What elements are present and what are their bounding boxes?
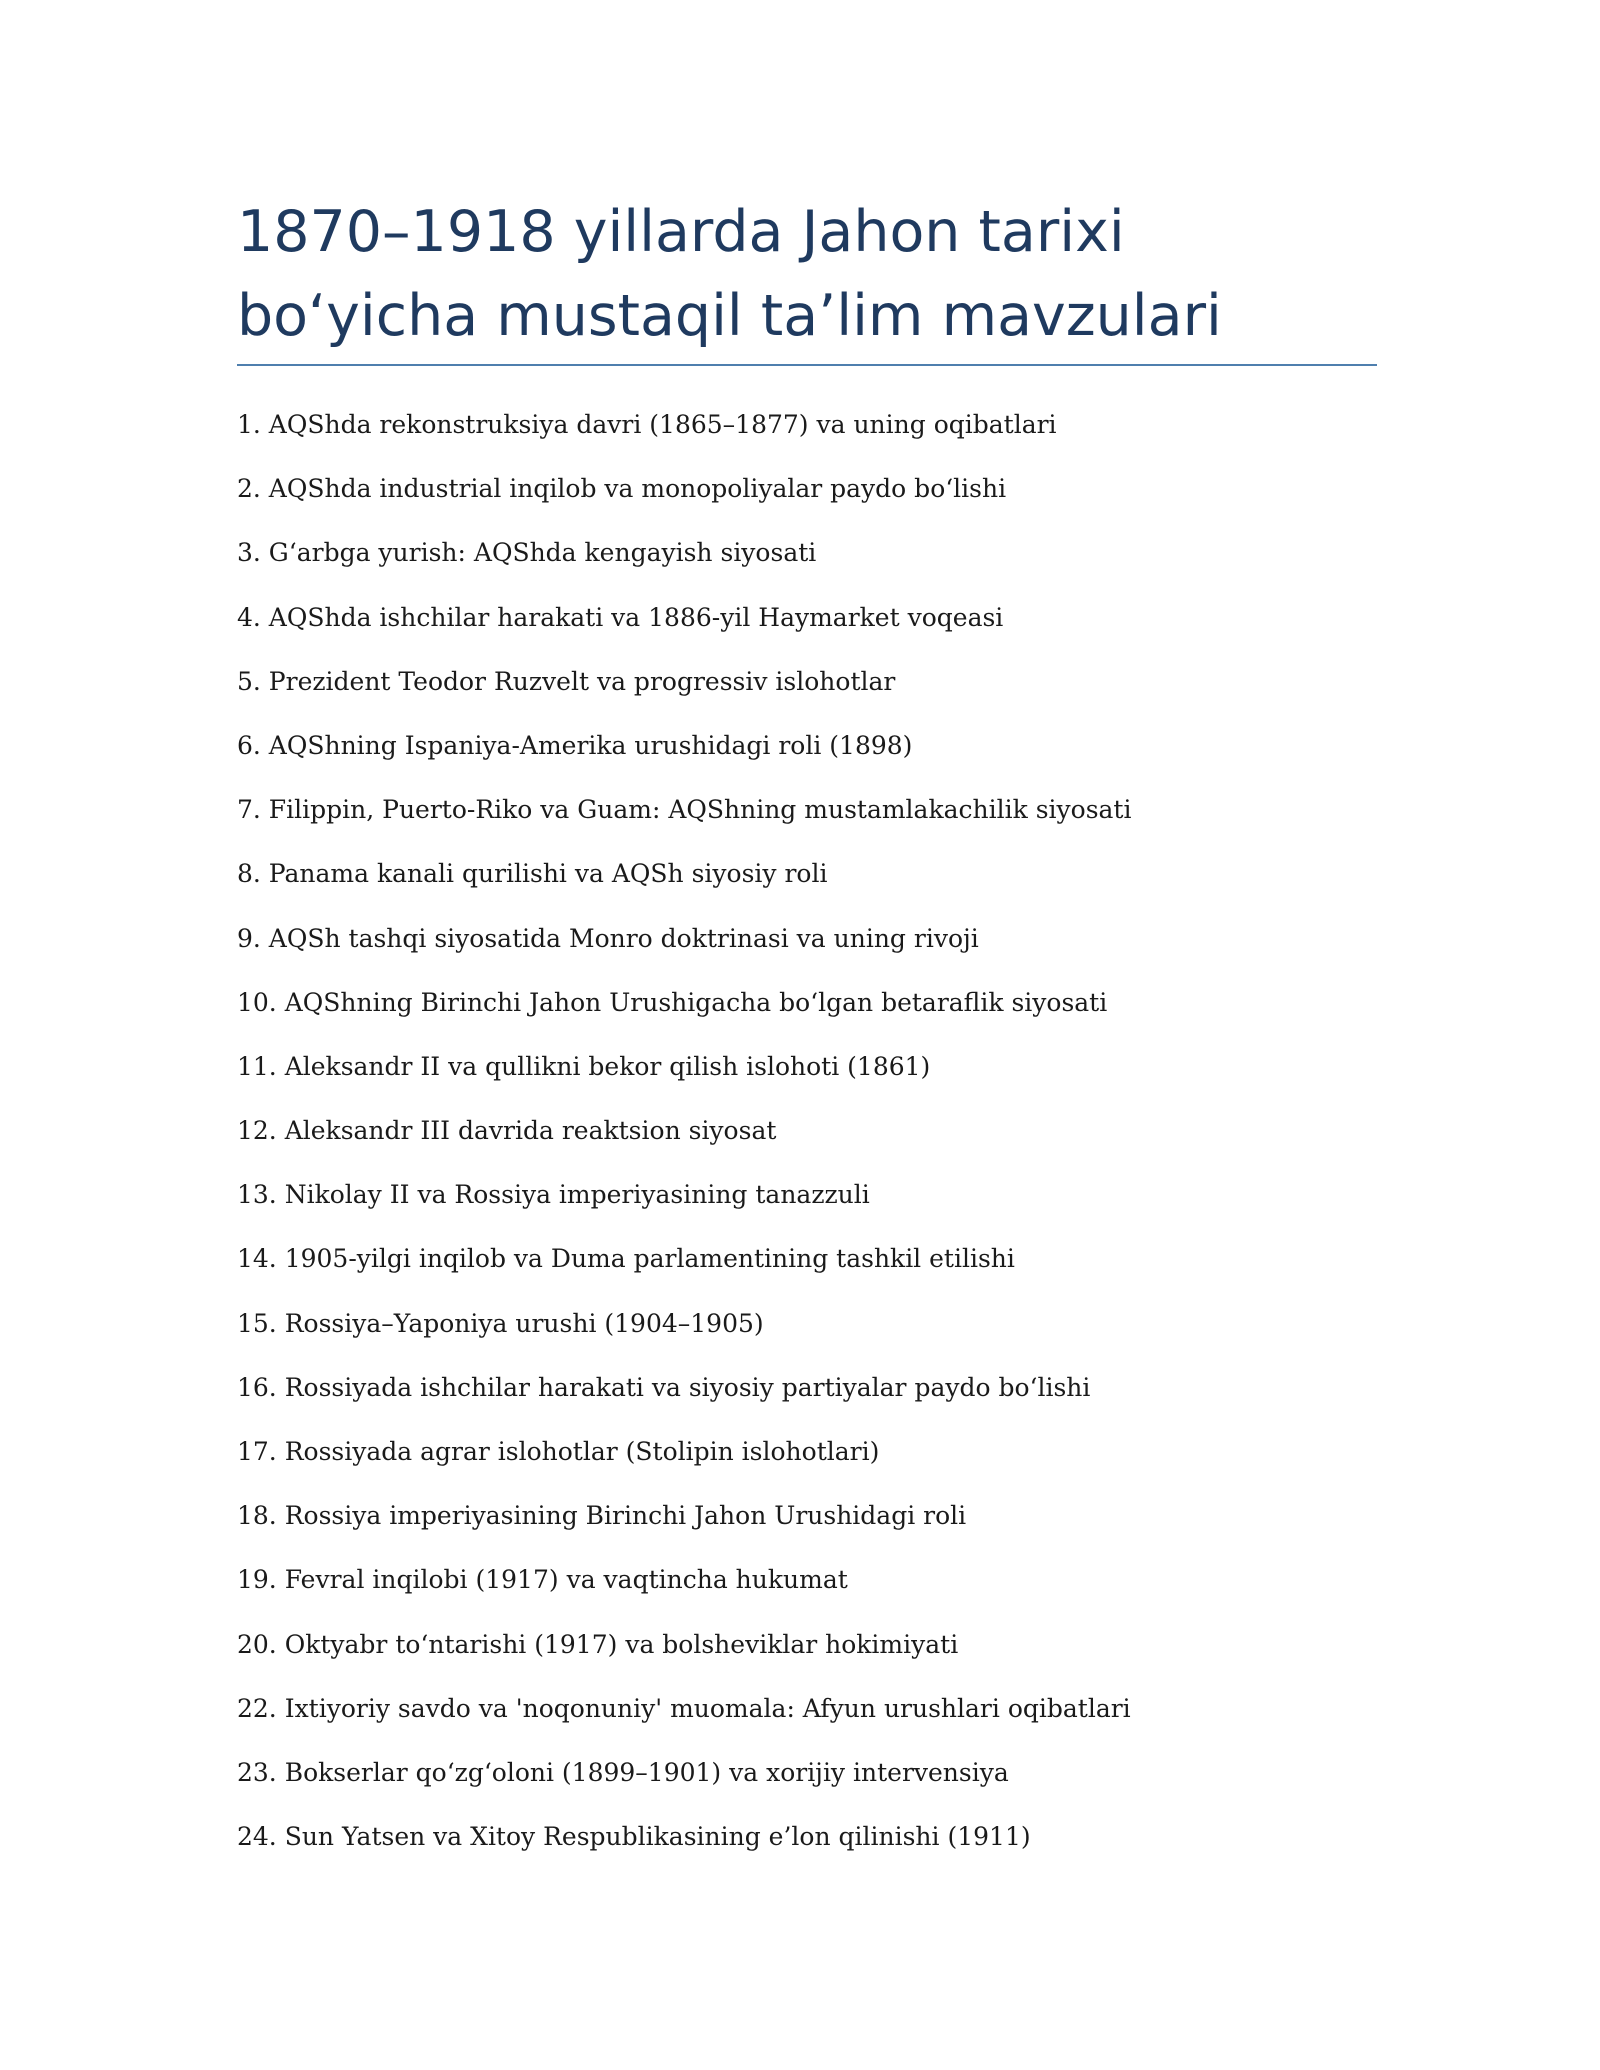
list-item: 14. 1905-yilgi inqilob va Duma parlamentining tashkil etilishi <box>237 1244 1015 1274</box>
list-item: 16. Rossiyada ishchilar harakati va siyosiy partiyalar paydo bo‘lishi <box>237 1372 1091 1402</box>
list-item: 10. AQShning Birinchi Jahon Urushigacha bo‘lgan betaraflik siyosati <box>237 987 1108 1017</box>
list-item: 3. G‘arbga yurish: AQShda kengayish siyosati <box>237 538 817 568</box>
list-item: 12. Aleksandr III davrida reaktsion siyosat <box>237 1116 777 1146</box>
list-item: 9. AQSh tashqi siyosatida Monro doktrinasi va uning rivoji <box>237 923 979 953</box>
list-item: 22. Ixtiyoriy savdo va 'noqonuniy' muomala: Afyun urushlari oqibatlari <box>237 1693 1131 1723</box>
list-item: 19. Fevral inqilobi (1917) va vaqtincha hukumat <box>237 1565 848 1595</box>
list-item: 1. AQShda rekonstruksiya davri (1865–1877) va uning oqibatlari <box>237 410 1057 439</box>
list-item: 11. Aleksandr II va qullikni bekor qilish islohoti (1861) <box>237 1051 931 1081</box>
list-item: 23. Bokserlar qo‘zg‘oloni (1899–1901) va xorijiy intervensiya <box>237 1757 1009 1787</box>
page-title <box>237 190 1377 358</box>
title-line-2: bo‘yicha mustaqil ta’lim mavzulari <box>237 283 1222 349</box>
list-item: 13. Nikolay II va Rossiya imperiyasining tanazzuli <box>237 1180 870 1210</box>
list-item: 6. AQShning Ispaniya-Amerika urushidagi roli (1898) <box>237 730 913 760</box>
list-item: 20. Oktyabr to‘ntarishi (1917) va bolsheviklar hokimiyati <box>237 1629 959 1659</box>
title-line-1: 1870–1918 yillarda Jahon tarixi <box>237 199 1125 265</box>
topic-list <box>237 405 1377 1881</box>
list-item: 15. Rossiya–Yaponiya urushi (1904–1905) <box>237 1308 764 1338</box>
list-item: 17. Rossiyada agrar islohotlar (Stolipin islohotlari) <box>237 1437 880 1466</box>
list-item: 18. Rossiya imperiyasining Birinchi Jahon Urushidagi roli <box>237 1501 967 1531</box>
list-item: 24. Sun Yatsen va Xitoy Respublikasining e’lon qilinishi (1911) <box>237 1822 1031 1852</box>
list-item: 2. AQShda industrial inqilob va monopoliyalar paydo bo‘lishi <box>237 474 1007 504</box>
list-item: 7. Filippin, Puerto-Riko va Guam: AQShning mustamlakachilik siyosati <box>237 795 1132 825</box>
list-item: 8. Panama kanali qurilishi va AQSh siyosiy roli <box>237 859 828 889</box>
title-divider <box>237 364 1377 366</box>
list-item: 4. AQShda ishchilar harakati va 1886-yil Haymarket voqeasi <box>237 602 1004 632</box>
list-item: 5. Prezident Teodor Ruzvelt va progressiv islohotlar <box>237 666 896 696</box>
